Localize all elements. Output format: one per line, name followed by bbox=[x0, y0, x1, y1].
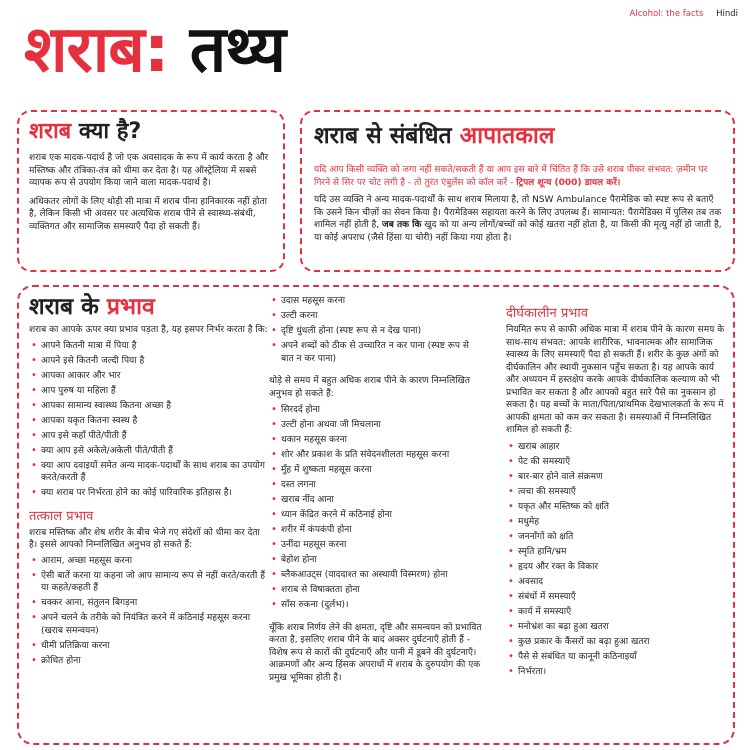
list-item: • आपका आकार और भार bbox=[29, 370, 269, 383]
title-part-black: तथ्य bbox=[189, 13, 286, 87]
immediate-effects-heading: तत्काल प्रभाव bbox=[29, 508, 94, 524]
list-item: • स्मृति हानि/भ्रम bbox=[506, 546, 728, 559]
long-term-heading: दीर्घकालीन प्रभाव bbox=[506, 306, 588, 321]
emergency-para-2: यदि उस व्यक्ति ने अन्य मादक-पदार्थों के साथ शराब मिलाया है, तो NSW Ambulance पैरामेडिक को स्पष्ट रूप से बताएँ कि उसने किन चीज़ों का सेवन किया है। पैरामेडिक्स सहायता करने के लिए उपलब्ध हैं। सामान्यत: पैरामेडिक्स में पुलिस तब तक शामिल नहीं होती है, जब तक कि खुद को या अन्य लोगों/बच्चों को कोई खतरा नहीं होता है, या किसी की मृत्यु नहीं हो जाती है, या कोई अपराध (जैसे हिंसा या चोरी) नहीं किया गया होता है। bbox=[314, 195, 722, 243]
list-item: • खराब आहार bbox=[506, 441, 728, 454]
list-item: • क्या शराब पर निर्भरता होने का कोई पारिवारिक इतिहास है। bbox=[29, 487, 269, 500]
list-item: • आपने कितनी मात्रा में पिया है bbox=[29, 340, 269, 353]
list-item: • आराम, अच्छा महसूस करना bbox=[29, 555, 269, 568]
dial-000-text: ट्रिपल शून्य (000) डायल करें। bbox=[516, 177, 621, 188]
list-item: • पेट की समस्याएँ bbox=[506, 456, 728, 469]
effects-column-2 bbox=[269, 295, 484, 684]
effects-column-1 bbox=[29, 295, 269, 670]
title-part-red: शराब: bbox=[24, 13, 169, 87]
page-title bbox=[24, 13, 286, 87]
list-item: • पैसे से संबंधित या कानूनी कठिनाइयाँ bbox=[506, 651, 728, 664]
list-item: • शोर और प्रकाश के प्रति संवेदनशीलता महसूस करना bbox=[269, 449, 484, 462]
what-is-alcohol-box bbox=[17, 110, 285, 272]
list-item: • क्या आप दवाइयों समेत अन्य मादक-पदार्थों के साथ शराब का उपयोग करते/करती हैं bbox=[29, 460, 269, 485]
more-immediate-list bbox=[269, 295, 484, 365]
language-label[interactable]: Hindi bbox=[716, 9, 738, 19]
list-item: • दस्त लगना bbox=[269, 479, 484, 492]
emergency-box bbox=[300, 110, 735, 272]
list-item: • उनींदा महसूस करना bbox=[269, 539, 484, 552]
list-item: • ऐसी बातें करना या कहना जो आप सामान्य रूप से नहीं करते/करती हैं या कहते/कहती हैं bbox=[29, 570, 269, 595]
what-is-para-2: अधिकतर लोगों के लिए थोड़ी सी मात्रा में शराब पीना हानिकारक नहीं होता है, लेकिन किसी भी अवसर पर अत्यधिक शराब पीने से स्वास्थ्य-संबंधी, व्यक्तिगत और सामाजिक समस्याएँ पैदा हो सकती हैं। bbox=[29, 196, 267, 232]
list-item: • जननाँगों को क्षति bbox=[506, 531, 728, 544]
list-item: • मुँह में शुष्कता महसूस करना bbox=[269, 464, 484, 477]
list-item: • कार्य में समस्याएँ bbox=[506, 606, 728, 619]
list-item: • साँस रुकना (दुर्लभ)। bbox=[269, 599, 484, 612]
list-item: • कुछ प्रकार के कैंसरों का बढ़ा हुआ खतरा bbox=[506, 636, 728, 649]
list-item: • बेहोश होना bbox=[269, 554, 484, 567]
effects-intro: शराब का आपके ऊपर क्या प्रभाव पड़ता है, यह इसपर निर्भर करता है कि: bbox=[29, 325, 268, 336]
list-item: • सिरदर्द होना bbox=[269, 404, 484, 417]
list-item: • अपने शब्दों को ठीक से उच्चारित न कर पाना (स्पष्ट रूप से बात न कर पाना) bbox=[269, 340, 484, 365]
list-item: • बार-बार होने वाले संक्रमण bbox=[506, 471, 728, 484]
list-item: • ब्लैकआउट्स (याददाश्त का अस्थायी विस्मरण) होना bbox=[269, 569, 484, 582]
list-item: • आपका सामान्य स्वास्थ्य कितना अच्छा है bbox=[29, 400, 269, 413]
list-item: • दृष्टि धुंधली होना (स्पष्ट रूप से न देख पाना) bbox=[269, 325, 484, 338]
list-item: • त्वचा की समस्याएँ bbox=[506, 486, 728, 499]
list-item: • उल्टी करना bbox=[269, 310, 484, 323]
list-item: • क्या आप इसे अकेले/अकेली पीते/पीती हैं bbox=[29, 445, 269, 458]
top-links bbox=[620, 9, 738, 19]
short-term-list bbox=[269, 404, 484, 612]
list-item: • आपने इसे कितनी जल्दी पिया है bbox=[29, 355, 269, 368]
emergency-heading: शराब से संबंधित आपातकाल bbox=[314, 123, 555, 149]
list-item: • निर्भरता। bbox=[506, 666, 728, 679]
list-item: • ध्यान केंद्रित करने में कठिनाई होना bbox=[269, 509, 484, 522]
list-item: • आप इसे कहाँ पीते/पीती हैं bbox=[29, 430, 269, 443]
list-item: • मनोभ्रंश का बढ़ा हुआ खतरा bbox=[506, 621, 728, 634]
accidents-paragraph: चूँकि शराब निर्णय लेने की क्षमता, दृष्टि और समन्वयन को प्रभावित करता है, इसलिए शराब पीने के बाद अक्सर दुर्घटनाएँ होती हैं - विशेष रूप से कारों की दुर्घटनाएँ और पानी में डूबने की दुर्घटनाएँ। आक्रमणों और अन्य हिंसक अपराधों में शराब के दुरुपयोग की एक प्रमुख भूमिका होती है। bbox=[269, 622, 482, 683]
list-item: • धीमी प्रतिक्रिया करना bbox=[29, 640, 269, 653]
long-term-intro: नियमित रूप से काफी अधिक मात्रा में शराब पीने के कारण समय के साथ-साथ संभवत: आपके शारीरिक, भावनात्मक और सामाजिक स्वास्थ्य के लिए समस्याएँ पैदा हो सकती हैं। शरीर के कुछ अंगों को दीर्घकालिन और स्थायी नुकसान पहुँच सकता है। यह आपके कार्य और अध्ययन में हस्तक्षेप करके आपके दीर्घकालिक कल्याण को भी प्रभावित कर सकता है और आपको बहुत सारे पैसे का नुकसान हो सकता है। यह बच्चों के माता/पिता/प्राथमिक देखभालकर्ता के रूप में आपकी क्षमता को कम कर सकता है। समस्याओं में निम्नलिखित शामिल हो सकती हैं: bbox=[506, 325, 725, 435]
long-term-list bbox=[506, 441, 728, 679]
factors-list bbox=[29, 340, 269, 500]
list-item: • शरीर में कंपकंपी होना bbox=[269, 524, 484, 537]
effects-box bbox=[17, 285, 735, 745]
short-term-intro: थोड़े से समय में बहुत अधिक शराब पीने के कारण निम्नलिखित अनुभव हो सकते हैं: bbox=[269, 376, 471, 399]
list-item: • हृदय और रक्त के विकार bbox=[506, 561, 728, 574]
what-is-para-1: शराब एक मादक-पदार्थ है जो एक अवसादक के रूप में कार्य करता है और मस्तिष्क और तंत्रिका-तंत्र को धीमा कर देता है। यह ऑस्ट्रेलिया में सबसे व्यापक रूप से उपयोग किया जाने वाला मादक-पदार्थ है। bbox=[29, 153, 269, 188]
effects-heading: शराब के प्रभाव bbox=[29, 294, 155, 320]
emergency-alert: यदि आप किसी व्यक्ति को जगा नहीं सकते/सकती हैं या आप इस बारे में चिंतित हैं कि उसे शराब पीकर संभवत: ज़मीन पर गिरने से सिर पर चोट लगी है - तो तुरंत एंबुलेंस को कॉल करें - ट्रिपल शून्य (000) डायल करें। bbox=[314, 165, 708, 188]
alcohol-facts-link[interactable]: Alcohol: the facts bbox=[629, 9, 704, 19]
what-is-heading: शराब क्या है? bbox=[29, 119, 142, 144]
list-item: • उदास महसूस करना bbox=[269, 295, 484, 308]
list-item: • चक्कर आना, संतुलन बिगड़ना bbox=[29, 597, 269, 610]
list-item: • आपका यकृत कितना स्वस्थ है bbox=[29, 415, 269, 428]
list-item: • शराब से विषाक्तता होना bbox=[269, 584, 484, 597]
list-item: • अपने चलने के तरीके को नियंत्रित करने में कठिनाई महसूस करना (खराब समन्वयन) bbox=[29, 612, 269, 637]
list-item: • क्रोधित होना bbox=[29, 655, 269, 668]
list-item: • खराब नींद आना bbox=[269, 494, 484, 507]
immediate-intro: शराब मस्तिष्क और शेष शरीर के बीच भेजे गए संदेशों को धीमा कर देता है। इससे आपको निम्नलिखित अनुभव हो सकते हैं: bbox=[29, 527, 260, 551]
list-item: • थकान महसूस करना bbox=[269, 434, 484, 447]
effects-column-3 bbox=[506, 297, 728, 681]
list-item: • मधुमेह bbox=[506, 516, 728, 529]
list-item: • अवसाद bbox=[506, 576, 728, 589]
list-item: • आप पुरुष या महिला हैं bbox=[29, 385, 269, 398]
list-item: • यकृत और मस्तिष्क को क्षति bbox=[506, 501, 728, 514]
immediate-list bbox=[29, 555, 269, 668]
list-item: • उल्टी होना अथवा जी मिचलाना bbox=[269, 419, 484, 432]
list-item: • संबंधों में समस्याएँ bbox=[506, 591, 728, 604]
